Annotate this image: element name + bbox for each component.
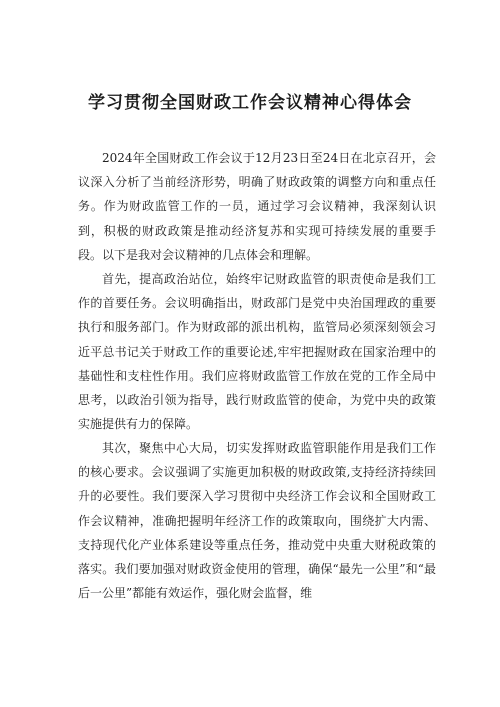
paragraph-second-point: 其次，聚焦中心大局，切实发挥财政监管职能作用是我们工作的核心要求。会议强调了实施更加积极的财政政策,支持经济持续回升的必要性。我们要深入学习贯彻中央经济工作会议和全国财政工作会议精神，准确把握明年经济工作的政策取向，围绕扩大内需、支持现代化产业体系建设等重点任务，推动党中央重大财税政策的落实。我们要加强对财政资金使用的管理，确保“最先一公里”和“最后一公里”都能有效运作，强化财会监督，维 bbox=[78, 441, 436, 601]
paragraph-first-point: 首先，提高政治站位，始终牢记财政监管的职责使命是我们工作的首要任务。会议明确指出，财政部门是党中央治国理政的重要执行和服务部门。作为财政部的派出机构，监管局必须深刻领会习近平总书记关于财政工作的重要论述,牢牢把握财政在国家治理中的基础性和支柱性作用。我们应将财政监管工作放在党的工作全局中思考，以政治引领为指导，践行财政监管的使命，为党中央的政策实施提供有力的保障。 bbox=[78, 272, 436, 432]
document-body bbox=[78, 146, 436, 654]
document-title: 学习贯彻全国财政工作会议精神心得体会 bbox=[88, 93, 412, 113]
paragraph-intro: 2024年全国财政工作会议于12月23日至24日在北京召开，会议深入分析了当前经济形势，明确了财政政策的调整方向和重点任务。作为财政监管工作的一员，通过学习会议精神，我深刻认识到，积极的财政政策是推动经济复苏和实现可持续发展的重要手段。以下是我对会议精神的几点体会和理解。 bbox=[78, 151, 436, 262]
